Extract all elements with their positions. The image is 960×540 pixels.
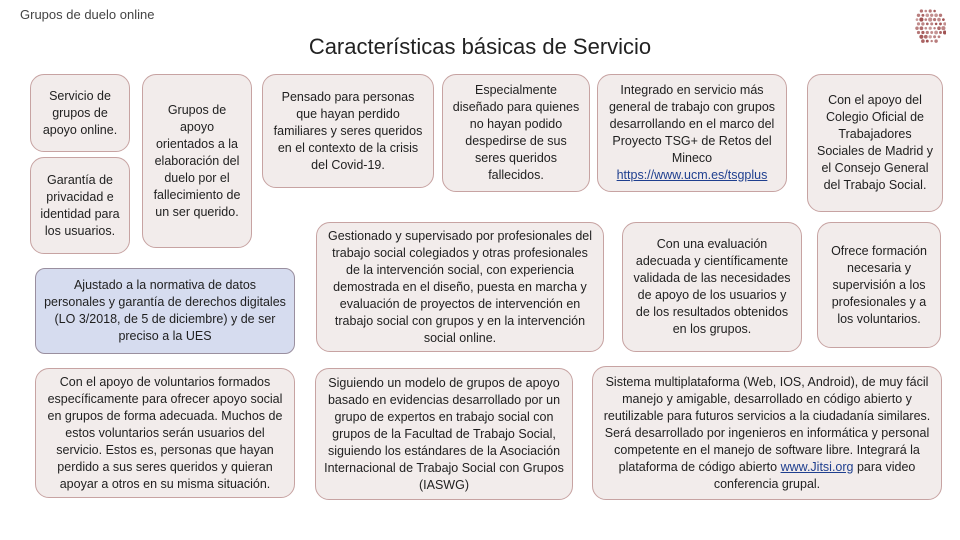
feature-text: Ofrece formación necesaria y supervisión a los profesionales y a los voluntarios. <box>831 243 927 326</box>
feature-text: Siguiendo un modelo de grupos de apoyo basado en evidencias desarrollado por un grupo de expertos en trabajo social con grupos de la Facultad de Trabajo Social, siguiendo los estándares de la Asociación Internacional de Trabajo Social con Grupos (IASWG) <box>324 375 564 492</box>
feature-box-social-workers-college <box>807 74 943 212</box>
feature-text: Con una evaluación adecuada y científicamente validada de las necesidades de apoyo de los usuarios y de los resultados obtenidos en los grupos. <box>633 237 791 336</box>
feature-text: Gestionado y supervisado por profesionales del trabajo social colegiados y otras profesionales de la intervención social, con experiencia demostrada en el diseño, puesta en marcha y evaluación de proyectos de intervención en trabajo social con grupos y en la intervención social online. <box>327 228 593 345</box>
feature-text: Integrado en servicio más general de trabajo con grupos desarrollando en el marco del Proyecto TSG+ de Retos del Mineco <box>608 83 776 165</box>
feature-text: Con el apoyo de voluntarios formados específicamente para ofrecer apoyo social en grupos de forma adecuada. Muchos de estos voluntarios serán usuarios del servicio. Estos es, personas que hayan perdido a sus seres queridos y quieran apoyar a otros en su misma situación. <box>47 374 283 491</box>
feature-box-covid-target <box>262 74 434 188</box>
feature-box-grief-groups <box>142 74 252 248</box>
feature-text: Grupos de apoyo orientados a la elaboración del duelo por el fallecimiento de un ser querido. <box>153 102 241 219</box>
feature-box-evaluation <box>622 222 802 352</box>
feature-text: Con el apoyo del Colegio Oficial de Trabajadores Sociales de Madrid y el Consejo General del Trabajo Social. <box>816 93 934 192</box>
dotted-logo-icon <box>914 8 946 44</box>
feature-text: Garantía de privacidad e identidad para los usuarios. <box>40 172 120 238</box>
feature-text: Servicio de grupos de apoyo online. <box>42 88 118 137</box>
feature-box-no-goodbye <box>442 74 590 192</box>
feature-box-volunteers <box>35 368 295 498</box>
slide-title: Características básicas de Servicio <box>308 34 652 59</box>
feature-box-evidence-model <box>315 368 573 500</box>
feature-box-data-protection <box>35 268 295 354</box>
feature-text-tail: para video conferencia grupal. <box>713 459 916 491</box>
header-label: Grupos de duelo online <box>20 7 155 22</box>
feature-box-supervision <box>316 222 604 352</box>
feature-text: Pensado para personas que hayan perdido familiares y seres queridos en el contexto de la crisis del Covid-19. <box>273 89 423 172</box>
feature-box-multiplatform <box>592 366 942 500</box>
jitsi-link[interactable]: www.Jitsi.org <box>780 459 854 474</box>
tsgplus-link[interactable]: https://www.ucm.es/tsgplus <box>616 168 768 182</box>
feature-text: Sistema multiplataforma (Web, IOS, Android), de muy fácil manejo y amigable, desarrollado en código abierto y reutilizable para futuros servicios a la ciudadanía similares. Será desarrollado por ingenieros en informática y personal competente en el manejo de software libre. Integrará la plataforma de código abierto <box>603 374 931 474</box>
feature-box-privacy <box>30 157 130 254</box>
feature-box-tsg-project <box>597 74 787 192</box>
feature-text: Ajustado a la normativa de datos personales y garantía de derechos digitales (LO 3/2018, de 5 de diciembre) y de ser preciso a la UES <box>44 278 286 343</box>
feature-text: Especialmente diseñado para quienes no hayan podido despedirse de sus seres queridos fallecidos. <box>452 83 580 182</box>
feature-box-online-service <box>30 74 130 152</box>
feature-box-training <box>817 222 941 348</box>
